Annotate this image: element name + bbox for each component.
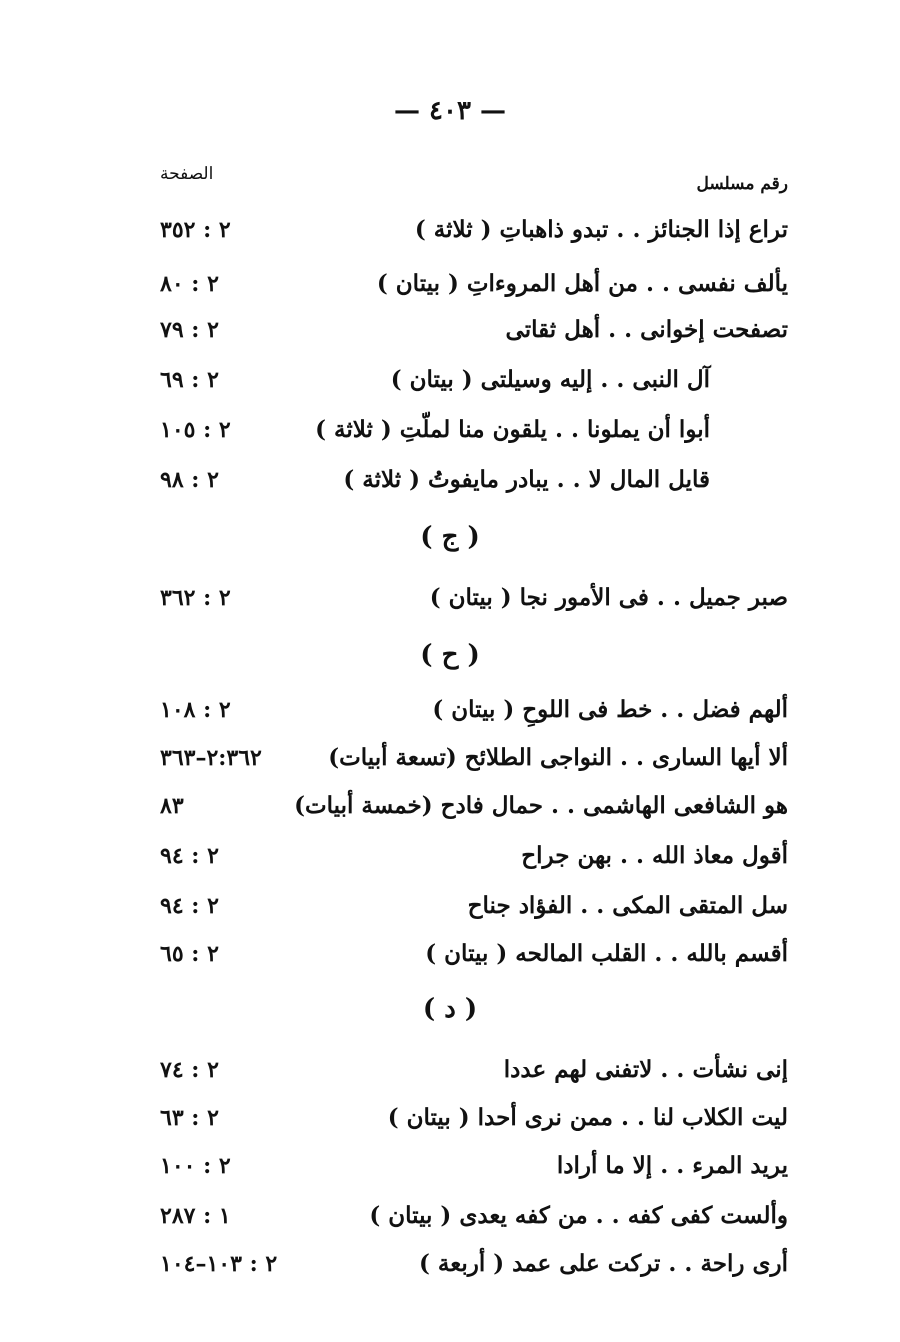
entry-page-ref: ٢ : ٩٨: [160, 467, 219, 493]
page-column-header: الصفحة: [160, 164, 214, 184]
section-heading-dal: ( د ): [422, 994, 478, 1024]
index-entry: [0, 1098, 900, 1138]
index-entry: [0, 410, 900, 450]
entry-verse: أقول معاذ الله . . بهن جراح: [521, 842, 788, 869]
section-heading-jim: ( ج ): [420, 522, 480, 552]
index-entry: [0, 1244, 900, 1284]
entry-verse: أرى راحة . . تركت على عمد ( أربعة ): [419, 1250, 788, 1277]
serial-number-header: رقم مسلسل: [696, 174, 788, 194]
entry-verse: أبوا أن يملونا . . يلقون منا لملّتِ ( ثلاثة ): [315, 416, 710, 443]
entry-page-ref: ٢ : ٣٦٢: [160, 585, 231, 611]
entry-page-ref: ٢ : ٩٤: [160, 893, 219, 919]
index-entry: [0, 886, 900, 926]
index-entry: [0, 1146, 900, 1186]
entry-page-ref: ٢ : ١٠٨: [160, 697, 231, 723]
entry-page-ref: ٢ : ١٠٥: [160, 417, 231, 443]
index-entry: [0, 786, 900, 826]
entry-page-ref: ٢ : ٨٠: [160, 271, 219, 297]
entry-verse: يريد المرء . . إلا ما أرادا: [556, 1152, 788, 1179]
index-entry: [0, 360, 900, 400]
entry-verse: إنى نشأت . . لاتفنى لهم عددا: [503, 1056, 788, 1083]
entry-verse: تصفحت إخوانى . . أهل ثقاتى: [505, 316, 788, 343]
entry-verse: ألا أيها السارى . . النواجى الطلائح (تسعة أبيات): [328, 744, 788, 771]
index-entry: [0, 1050, 900, 1090]
entry-page-ref: ٢ : ١٠٣–١٠٤: [160, 1251, 278, 1277]
index-entry: [0, 578, 900, 618]
entry-page-ref: ٢ : ٦٥: [160, 941, 219, 967]
entry-page-ref: ١ : ٢٨٧: [160, 1203, 231, 1229]
entry-verse: يألف نفسى . . من أهل المروءاتِ ( بيتان ): [376, 270, 788, 297]
index-entry: [0, 310, 900, 350]
index-entry: [0, 738, 900, 778]
page-number: — ٤٠٣ —: [393, 96, 507, 126]
entry-page-ref: ٢ : ٩٤: [160, 843, 219, 869]
entry-page-ref: ٢ : ٣٥٢: [160, 217, 231, 243]
index-entry: [0, 1196, 900, 1236]
entry-verse: صبر جميل . . فى الأمور نجا ( بيتان ): [429, 584, 788, 611]
index-entry: [0, 690, 900, 730]
entry-page-ref: ٢ : ٧٤: [160, 1057, 219, 1083]
entry-verse: أقسم بالله . . القلب المالحه ( بيتان ): [425, 940, 788, 967]
index-entry: [0, 210, 900, 250]
index-entry: [0, 460, 900, 500]
entry-page-ref: ٢ : ٧٩: [160, 317, 219, 343]
entry-page-ref: ٢ : ٦٣: [160, 1105, 219, 1131]
entry-verse: آل النبى . . إليه وسيلتى ( بيتان ): [390, 366, 710, 393]
entry-verse: ألهم فضل . . خط فى اللوحِ ( بيتان ): [432, 696, 788, 723]
entry-verse: وألست كفى كفه . . من كفه يعدى ( بيتان ): [369, 1202, 788, 1229]
entry-verse: ليت الكلاب لنا . . ممن نرى أحدا ( بيتان ): [387, 1104, 788, 1131]
entry-page-ref: ٨٣: [160, 793, 184, 819]
index-entry: [0, 264, 900, 304]
entry-page-ref: ٢ : ٦٩: [160, 367, 219, 393]
entry-verse: سل المتقى المكى . . الفؤاد جناح: [467, 892, 788, 919]
entry-page-ref: ٢:٣٦٢–٣٦٣: [160, 745, 262, 771]
entry-verse: هو الشافعى الهاشمى . . حمال فادح (خمسة أبيات): [294, 792, 788, 819]
entry-verse: تراع إذا الجنائز . . تبدو ذاهباتِ ( ثلاثة ): [414, 216, 788, 243]
index-entry: [0, 934, 900, 974]
entry-verse: قايل المال لا . . يبادر مايفوتُ ( ثلاثة ): [343, 466, 710, 493]
section-heading-ha: ( ح ): [420, 640, 480, 670]
entry-page-ref: ٢ : ١٠٠: [160, 1153, 231, 1179]
index-entry: [0, 836, 900, 876]
